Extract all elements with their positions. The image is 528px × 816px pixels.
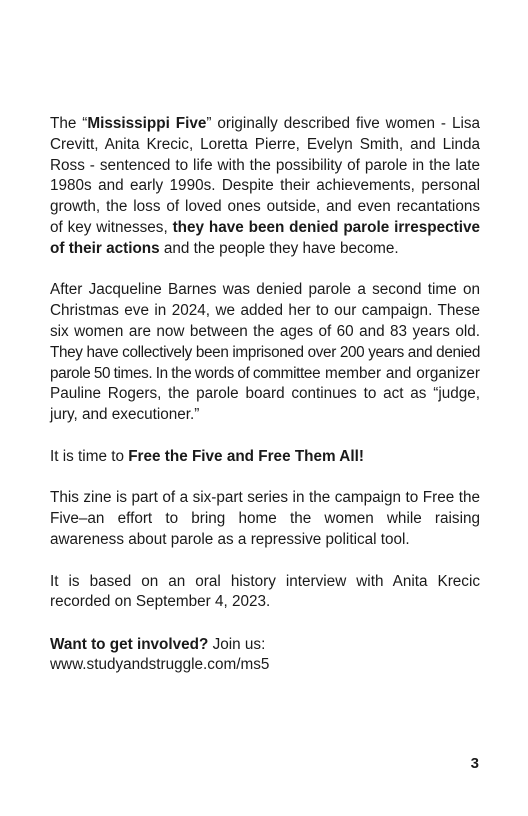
call-paragraph xyxy=(50,447,480,468)
campaign-url-link[interactable]: www.studyandstruggle.com/ms5 xyxy=(50,656,270,674)
campaign-text-3: member and organizer Pauline Rogers, the parole board continues to act as “judge, jury, and executioner.” xyxy=(50,364,480,424)
series-text: This zine is part of a six-part series in the campaign to Free the Five–an effort to bring home the women while raising awareness about parole as a repressive political tool. xyxy=(50,489,480,548)
mississippi-five-term: Mississippi Five xyxy=(87,115,207,132)
campaign-paragraph xyxy=(50,280,480,426)
source-text: It is based on an oral history interview with Anita Krecic recorded on September 4, 2023. xyxy=(50,572,480,611)
call-prefix: It is time to xyxy=(50,447,129,465)
zine-page-body xyxy=(50,114,480,676)
intro-text-3: and the people they have become. xyxy=(159,239,399,257)
denied-parole-emphasis: they have been denied parole irrespective of their actions xyxy=(50,218,480,257)
get-involved-block xyxy=(50,635,480,677)
page-number: 3 xyxy=(470,755,479,772)
source-paragraph xyxy=(50,572,480,614)
intro-paragraph xyxy=(50,114,480,260)
campaign-text-2: They have collectively been imprisoned over 200 years and denied parole 50 times. In the words of committee xyxy=(50,343,480,382)
series-paragraph xyxy=(50,488,480,550)
intro-text-1: The “ xyxy=(50,115,88,132)
get-involved-heading: Want to get involved? xyxy=(50,635,209,653)
intro-text-2: ” originally described five women - Lisa Crevitt, Anita Krecic, Loretta Pierre, Evelyn Smith, and Linda Ross - sentenced to life with the possibility of parole in the late 1980s and early 1990s. Despite their achievements, personal growth, the loss of loved ones outside, and even recantations of key witnesses, xyxy=(50,115,481,236)
free-the-five-slogan: Free the Five and Free Them All! xyxy=(128,447,364,465)
campaign-text-1: After Jacqueline Barnes was denied parole a second time on Christmas eve in 2024, we added her to our campaign. These six women are now between the ages of 60 and 83 years old. xyxy=(50,281,480,340)
join-us-text: Join us: xyxy=(208,635,266,653)
